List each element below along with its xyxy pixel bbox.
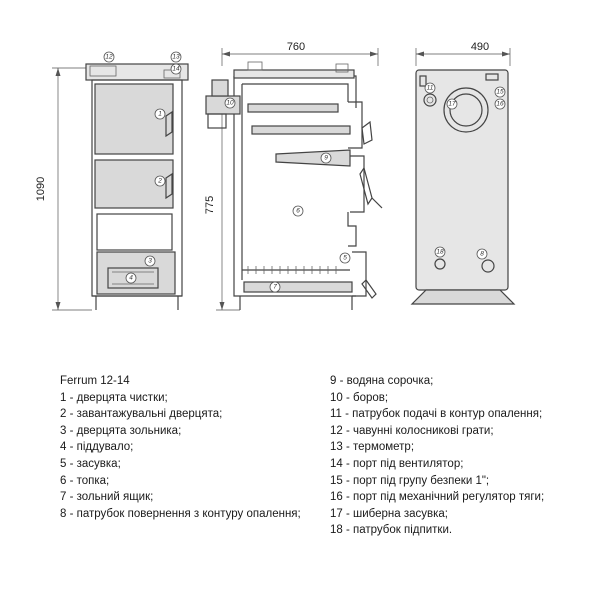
width-front-label: 760 [286, 41, 306, 53]
legend-item: 17 - шиберна засувка; [330, 507, 449, 520]
legend-item: 13 - термометр; [330, 441, 415, 454]
svg-text:1: 1 [158, 110, 162, 118]
callout-1 [155, 109, 165, 119]
svg-text:2: 2 [158, 177, 162, 185]
legend-item: 16 - порт під механічний регулятор тяги; [330, 491, 545, 504]
svg-text:13: 13 [172, 53, 180, 61]
section-view [204, 41, 382, 310]
rear-view [412, 41, 514, 304]
callout-14 [171, 64, 181, 74]
callout-15 [495, 87, 505, 97]
legend-left-column [60, 373, 301, 522]
callout-4 [126, 273, 136, 283]
legend-title: Ferrum 12-14 [60, 375, 130, 387]
callout-3 [145, 256, 155, 266]
svg-text:5: 5 [343, 254, 347, 262]
callout-2 [155, 176, 165, 186]
legend-item: 15 - порт під групу безпеки 1"; [330, 474, 490, 487]
callout-9 [321, 153, 331, 163]
legend-item: 9 - водяна сорочка; [330, 375, 434, 387]
svg-text:6: 6 [296, 207, 300, 215]
depth-side-label: 490 [470, 41, 490, 53]
height-inner-label: 775 [204, 195, 216, 215]
svg-text:7: 7 [273, 283, 277, 291]
svg-text:18: 18 [436, 248, 444, 256]
legend-item: 18 - патрубок підпитки. [330, 524, 453, 537]
callout-11 [425, 83, 435, 93]
callout-13 [171, 52, 181, 62]
callout-5 [340, 253, 350, 263]
svg-text:8: 8 [480, 250, 484, 258]
legend-item: 8 - патрубок повернення з контуру опалення; [60, 507, 301, 520]
svg-text:4: 4 [129, 274, 133, 282]
legend-item: 2 - завантажувальні дверцята; [60, 408, 223, 421]
svg-text:12: 12 [105, 53, 113, 61]
callout-8 [477, 249, 487, 259]
svg-text:9: 9 [324, 154, 328, 162]
svg-text:10: 10 [226, 99, 234, 107]
callout-16 [495, 99, 505, 109]
height-total-label: 1090 [35, 176, 47, 202]
legend-item: 3 - дверцята зольника; [60, 424, 182, 437]
callout-18 [435, 247, 445, 257]
svg-text:16: 16 [496, 100, 504, 108]
svg-text:17: 17 [448, 100, 456, 108]
legend-right-column [330, 373, 544, 539]
callout-6 [293, 206, 303, 216]
svg-text:14: 14 [172, 65, 180, 73]
legend-item: 4 - піддувало; [60, 441, 134, 454]
legend-item: 1 - дверцята чистки; [60, 391, 168, 404]
front-view [35, 52, 188, 310]
legend-item: 11 - патрубок подачі в контур опалення; [330, 408, 543, 421]
legend-item: 12 - чавунні колосникові грати; [330, 424, 494, 437]
legend-item: 7 - зольний ящик; [60, 491, 154, 504]
legend-item: 14 - порт під вентилятор; [330, 457, 464, 470]
legend-item: 5 - засувка; [60, 457, 121, 470]
callout-12 [104, 52, 114, 62]
svg-text:3: 3 [148, 257, 152, 265]
callout-7 [270, 282, 280, 292]
svg-text:11: 11 [426, 84, 434, 92]
svg-text:15: 15 [496, 88, 504, 96]
legend-item: 10 - боров; [330, 391, 389, 404]
legend-item: 6 - топка; [60, 474, 110, 487]
callout-17 [447, 99, 457, 109]
callout-10 [225, 98, 235, 108]
